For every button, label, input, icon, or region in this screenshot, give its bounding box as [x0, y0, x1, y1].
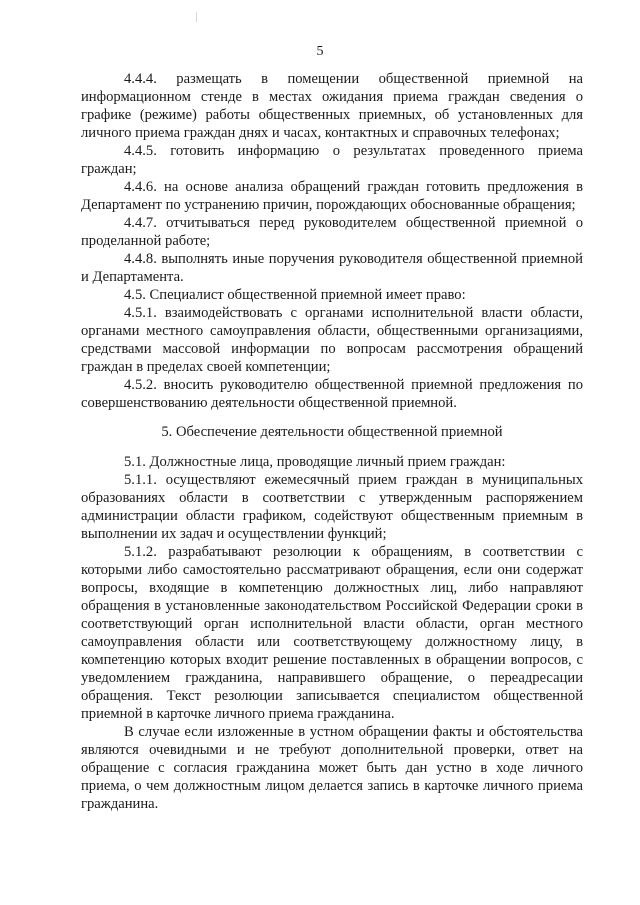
document-body	[81, 70, 583, 813]
paragraph-4-4-6: 4.4.6. на основе анализа обращений граждан готовить предложения в Департамент по устранению причин, порождающих обоснованные обращения;	[81, 179, 583, 213]
section-heading: 5. Обеспечение деятельности общественной приемной	[161, 424, 503, 440]
paragraph-5-1-2: 5.1.2. разрабатывают резолюции к обращениям, в соответствии с которыми либо самостоятельно рассматривают обращения, если они содержат вопросы, входящие в компетенцию должностных лиц, либо направляют обращения в установленные законодательством Российской Федерации сроки в соответствующий орган исполнительной власти области, орган местного самоуправления области или соответствующему должностному лицу, в компетенцию которых входит решение поставленных в обращении вопросов, с уведомлением гражданина, направившего обращение, о переадресации обращения. Текст резолюции записывается специалистом общественной приемной в карточке личного приема гражданина.	[81, 544, 583, 722]
paragraph-oral-response: В случае если изложенные в устном обращении факты и обстоятельства являются очевидными и не требуют дополнительной проверки, ответ на обращение с согласия гражданина может быть дан устно в ходе личного приема, о чем должностным лицом делается запись в карточке личного приема гражданина.	[81, 724, 583, 812]
paragraph-4-5-1: 4.5.1. взаимодействовать с органами исполнительной власти области, органами местного самоуправления области, общественными организациями, средствами массовой информации по вопросам рассмотрения обращений граждан в пределах своей компетенции;	[81, 305, 583, 375]
paragraph-5-1: 5.1. Должностные лица, проводящие личный прием граждан:	[124, 454, 506, 470]
paragraph-4-4-7: 4.4.7. отчитываться перед руководителем общественной приемной о проделанной работе;	[81, 215, 583, 249]
paragraph-4-4-8: 4.4.8. выполнять иные поручения руководителя общественной приемной и Департамента.	[81, 251, 583, 285]
scan-artifact	[196, 12, 197, 22]
paragraph-4-4-5: 4.4.5. готовить информацию о результатах проведенного приема граждан;	[81, 143, 583, 177]
paragraph-4-5: 4.5. Специалист общественной приемной имеет право:	[124, 287, 466, 303]
paragraph-5-1-1: 5.1.1. осуществляют ежемесячный прием граждан в муниципальных образованиях области в соответствии с утвержденным распоряжением администрации области графиком, содействуют общественным приемным в выполнении их задач и осуществлении функций;	[81, 472, 583, 542]
paragraph-4-5-2: 4.5.2. вносить руководителю общественной приемной предложения по совершенствованию деятельности общественной приемной.	[81, 377, 583, 411]
paragraph-4-4-4: 4.4.4. размещать в помещении общественной приемной на информационном стенде в местах ожидания приема граждан сведения о графике (режиме) работы общественных приемных, об установленных для личного приема граждан днях и часах, контактных и справочных телефонах;	[81, 71, 583, 141]
page-number: 5	[316, 44, 324, 59]
